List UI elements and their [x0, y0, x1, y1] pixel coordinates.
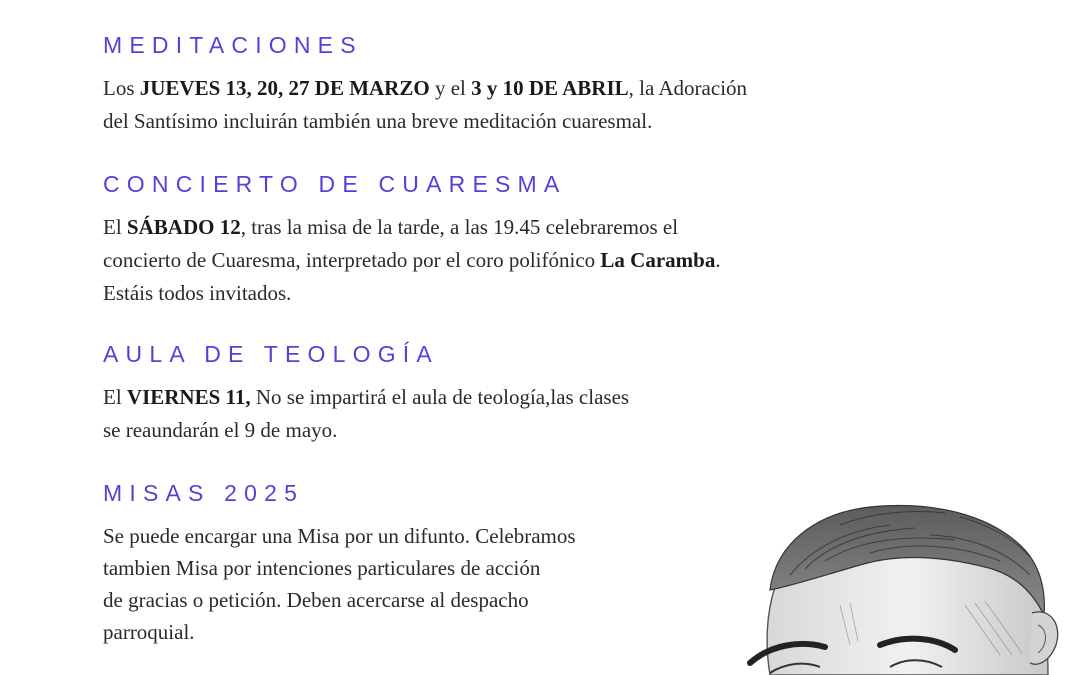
meditaciones-line-2: del Santísimo incluirán también una breve meditación cuaresmal. [103, 109, 653, 133]
text-segment: El [103, 215, 127, 239]
heading-aula: AULA DE TEOLOGÍA [103, 341, 439, 367]
bold-date-sabado: SÁBADO 12 [126, 215, 241, 239]
bold-dates-march: JUEVES 13, 20, 27 DE MARZO [139, 76, 430, 100]
meditaciones-line-1 [103, 72, 747, 105]
bold-dates-april: 3 y 10 DE ABRIL [471, 76, 629, 100]
section-concierto [103, 170, 721, 310]
aula-line-2: se reaundarán el 9 de mayo. [103, 418, 338, 442]
text-segment: concierto de Cuaresma, interpretado por el coro polifónico [103, 248, 601, 272]
heading-meditaciones: MEDITACIONES [103, 32, 363, 58]
bold-date-viernes: VIERNES 11, [126, 385, 251, 409]
section-misas [103, 479, 576, 648]
text-segment: El [103, 385, 127, 409]
misas-text [103, 520, 576, 648]
text-segment: y el [429, 76, 472, 100]
text-segment: Los [103, 76, 140, 100]
concierto-text [103, 211, 721, 310]
aula-text [103, 381, 629, 447]
misas-line-4: parroquial. [103, 620, 195, 644]
concierto-line-1 [103, 211, 721, 244]
misas-line-1: Se puede encargar una Misa por un difunto. Celebramos [103, 524, 576, 548]
misas-line-2: tambien Misa por intenciones particulares de acción [103, 556, 541, 580]
heading-concierto: CONCIERTO DE CUARESMA [103, 171, 567, 197]
section-aula [103, 340, 629, 447]
section-meditaciones [103, 31, 747, 138]
concierto-line-2 [103, 244, 721, 277]
text-segment: . [715, 248, 721, 272]
text-segment: No se impartirá el aula de teología,las clases [250, 385, 630, 409]
aula-line-1 [103, 381, 629, 414]
misas-line-3: de gracias o petición. Deben acercarse al despacho [103, 588, 529, 612]
portrait-sketch-image [730, 495, 1080, 675]
bold-choir-name: La Caramba [600, 248, 716, 272]
concierto-line-3: Estáis todos invitados. [103, 281, 292, 305]
heading-misas: MISAS 2025 [103, 480, 305, 506]
meditaciones-text [103, 72, 747, 138]
text-segment: , tras la misa de la tarde, a las 19.45 celebraremos el [240, 215, 679, 239]
text-segment: , la Adoración [628, 76, 748, 100]
